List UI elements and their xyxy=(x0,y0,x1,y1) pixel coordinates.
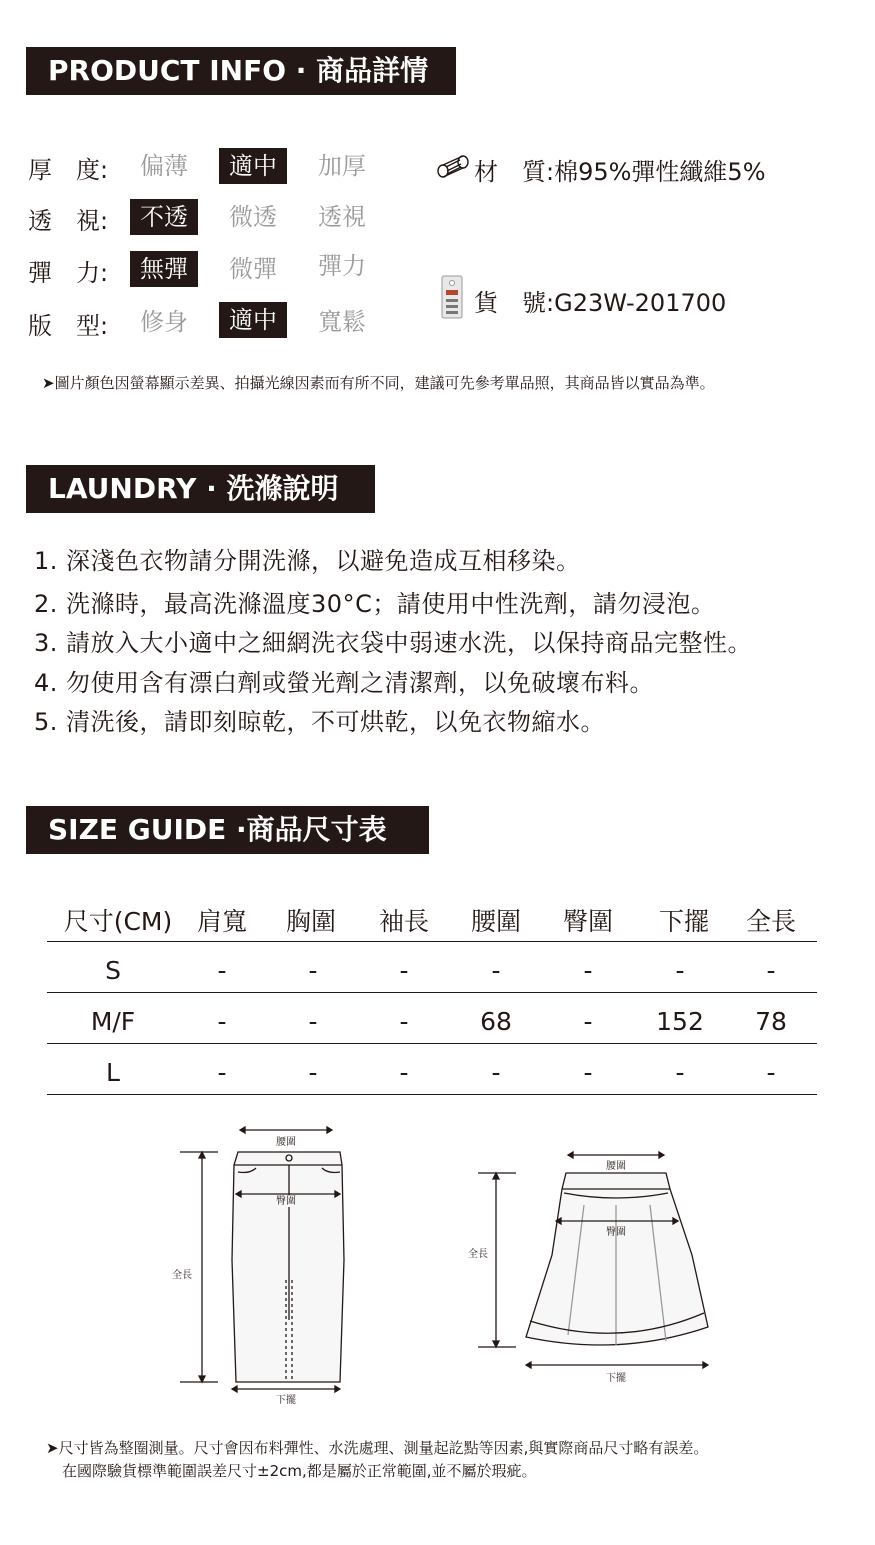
option-thin: 偏薄 xyxy=(140,152,188,180)
right-hip-label: 臀圍 xyxy=(606,1227,626,1238)
laundry-item: 1. 深淺色衣物請分開洗滌，以避免造成互相移染。 xyxy=(34,547,581,575)
option-stretch: 彈力 xyxy=(318,252,366,280)
sku-value: G23W-201700 xyxy=(554,289,727,317)
material-label: 材 質: xyxy=(474,158,555,186)
laundry-banner: LAUNDRY · 洗滌說明 xyxy=(26,465,375,513)
table-cell: - xyxy=(217,1058,227,1087)
table-cell: - xyxy=(766,956,776,985)
option-slightly-sheer: 微透 xyxy=(229,203,277,231)
material-value: 棉95%彈性纖維5% xyxy=(554,158,766,186)
col-header-shoulder: 肩寬 xyxy=(196,907,248,936)
table-cell: - xyxy=(308,1007,318,1036)
option-medium-selected: 適中 xyxy=(219,148,287,184)
a-line-skirt-diagram xyxy=(460,1145,720,1395)
table-cell: - xyxy=(583,956,593,985)
table-cell: S xyxy=(105,956,121,985)
option-slight-stretch: 微彈 xyxy=(229,255,277,283)
right-waist-label: 腰圍 xyxy=(606,1161,626,1172)
table-cell: - xyxy=(399,956,409,985)
col-header-size: 尺寸(CM) xyxy=(63,907,173,936)
table-cell: 78 xyxy=(755,1007,787,1036)
property-label-thickness: 厚 度: xyxy=(28,156,109,184)
left-length-label: 全長 xyxy=(172,1270,192,1281)
sku-row xyxy=(474,283,726,318)
property-label-stretch: 彈 力: xyxy=(28,259,109,287)
option-opaque-selected: 不透 xyxy=(130,199,198,235)
col-header-chest: 胸圍 xyxy=(285,907,337,936)
thread-spool-icon xyxy=(436,153,472,179)
left-waist-label: 腰圍 xyxy=(276,1137,296,1148)
table-cell: - xyxy=(583,1058,593,1087)
table-cell: 152 xyxy=(656,1007,704,1036)
laundry-item: 5. 清洗後，請即刻晾乾，不可烘乾，以免衣物縮水。 xyxy=(34,708,606,736)
table-cell: - xyxy=(491,1058,501,1087)
table-cell: - xyxy=(217,956,227,985)
property-label-sheerness: 透 視: xyxy=(28,207,109,235)
table-cell: - xyxy=(583,1007,593,1036)
right-hem-label: 下擺 xyxy=(606,1373,626,1384)
table-cell: M/F xyxy=(90,1007,136,1036)
sku-label: 貨 號: xyxy=(474,289,555,317)
col-header-length: 全長 xyxy=(745,907,797,936)
laundry-item: 3. 請放入大小適中之細網洗衣袋中弱速水洗，以保持商品完整性。 xyxy=(34,629,753,657)
table-divider xyxy=(47,1043,817,1044)
option-no-stretch-selected: 無彈 xyxy=(130,251,198,287)
size-note-line-1: ➤尺寸皆為整圈測量。尺寸會因布料彈性、水洗處理、測量起訖點等因素,與實際商品尺寸略有誤差。 xyxy=(46,1439,709,1457)
product-info-banner: PRODUCT INFO · 商品詳情 xyxy=(26,47,456,95)
property-label-fit: 版 型: xyxy=(28,312,109,340)
option-thick: 加厚 xyxy=(318,152,366,180)
table-cell: - xyxy=(675,956,685,985)
table-cell: - xyxy=(766,1058,776,1087)
table-divider xyxy=(47,941,817,942)
table-divider xyxy=(47,1094,817,1095)
table-cell: - xyxy=(308,1058,318,1087)
col-header-waist: 腰圍 xyxy=(470,907,522,936)
table-cell: - xyxy=(217,1007,227,1036)
pencil-skirt-diagram xyxy=(160,1120,360,1420)
table-cell: - xyxy=(308,956,318,985)
col-header-hem: 下擺 xyxy=(658,907,710,936)
size-guide-banner: SIZE GUIDE ·商品尺寸表 xyxy=(26,806,429,854)
table-cell: - xyxy=(491,956,501,985)
option-regular-selected: 適中 xyxy=(219,302,287,338)
table-cell: - xyxy=(399,1007,409,1036)
left-hem-label: 下擺 xyxy=(276,1395,296,1406)
size-note-line-2: 在國際驗貨標準範圍誤差尺寸±2cm,都是屬於正常範圍,並不屬於瑕疵。 xyxy=(62,1462,537,1480)
col-header-hip: 臀圍 xyxy=(562,907,614,936)
table-cell: - xyxy=(675,1058,685,1087)
laundry-item: 4. 勿使用含有漂白劑或螢光劑之清潔劑，以免破壞布料。 xyxy=(34,669,655,697)
tag-icon xyxy=(440,274,466,320)
left-hip-label: 臀圍 xyxy=(276,1196,296,1207)
table-cell: - xyxy=(399,1058,409,1087)
color-disclaimer-note: ➤圖片顏色因螢幕顯示差異、拍攝光線因素而有所不同，建議可先參考單品照，其商品皆以實品為準。 xyxy=(42,374,715,392)
right-length-label: 全長 xyxy=(468,1249,488,1260)
table-cell: 68 xyxy=(480,1007,512,1036)
col-header-sleeve: 袖長 xyxy=(378,907,430,936)
option-slim: 修身 xyxy=(140,308,188,336)
material-row xyxy=(474,152,766,187)
option-loose: 寬鬆 xyxy=(318,308,366,336)
option-sheer: 透視 xyxy=(318,203,366,231)
table-cell: L xyxy=(106,1058,120,1087)
laundry-item: 2. 洗滌時，最高洗滌溫度30°C；請使用中性洗劑，請勿浸泡。 xyxy=(34,590,716,618)
table-divider xyxy=(47,992,817,993)
